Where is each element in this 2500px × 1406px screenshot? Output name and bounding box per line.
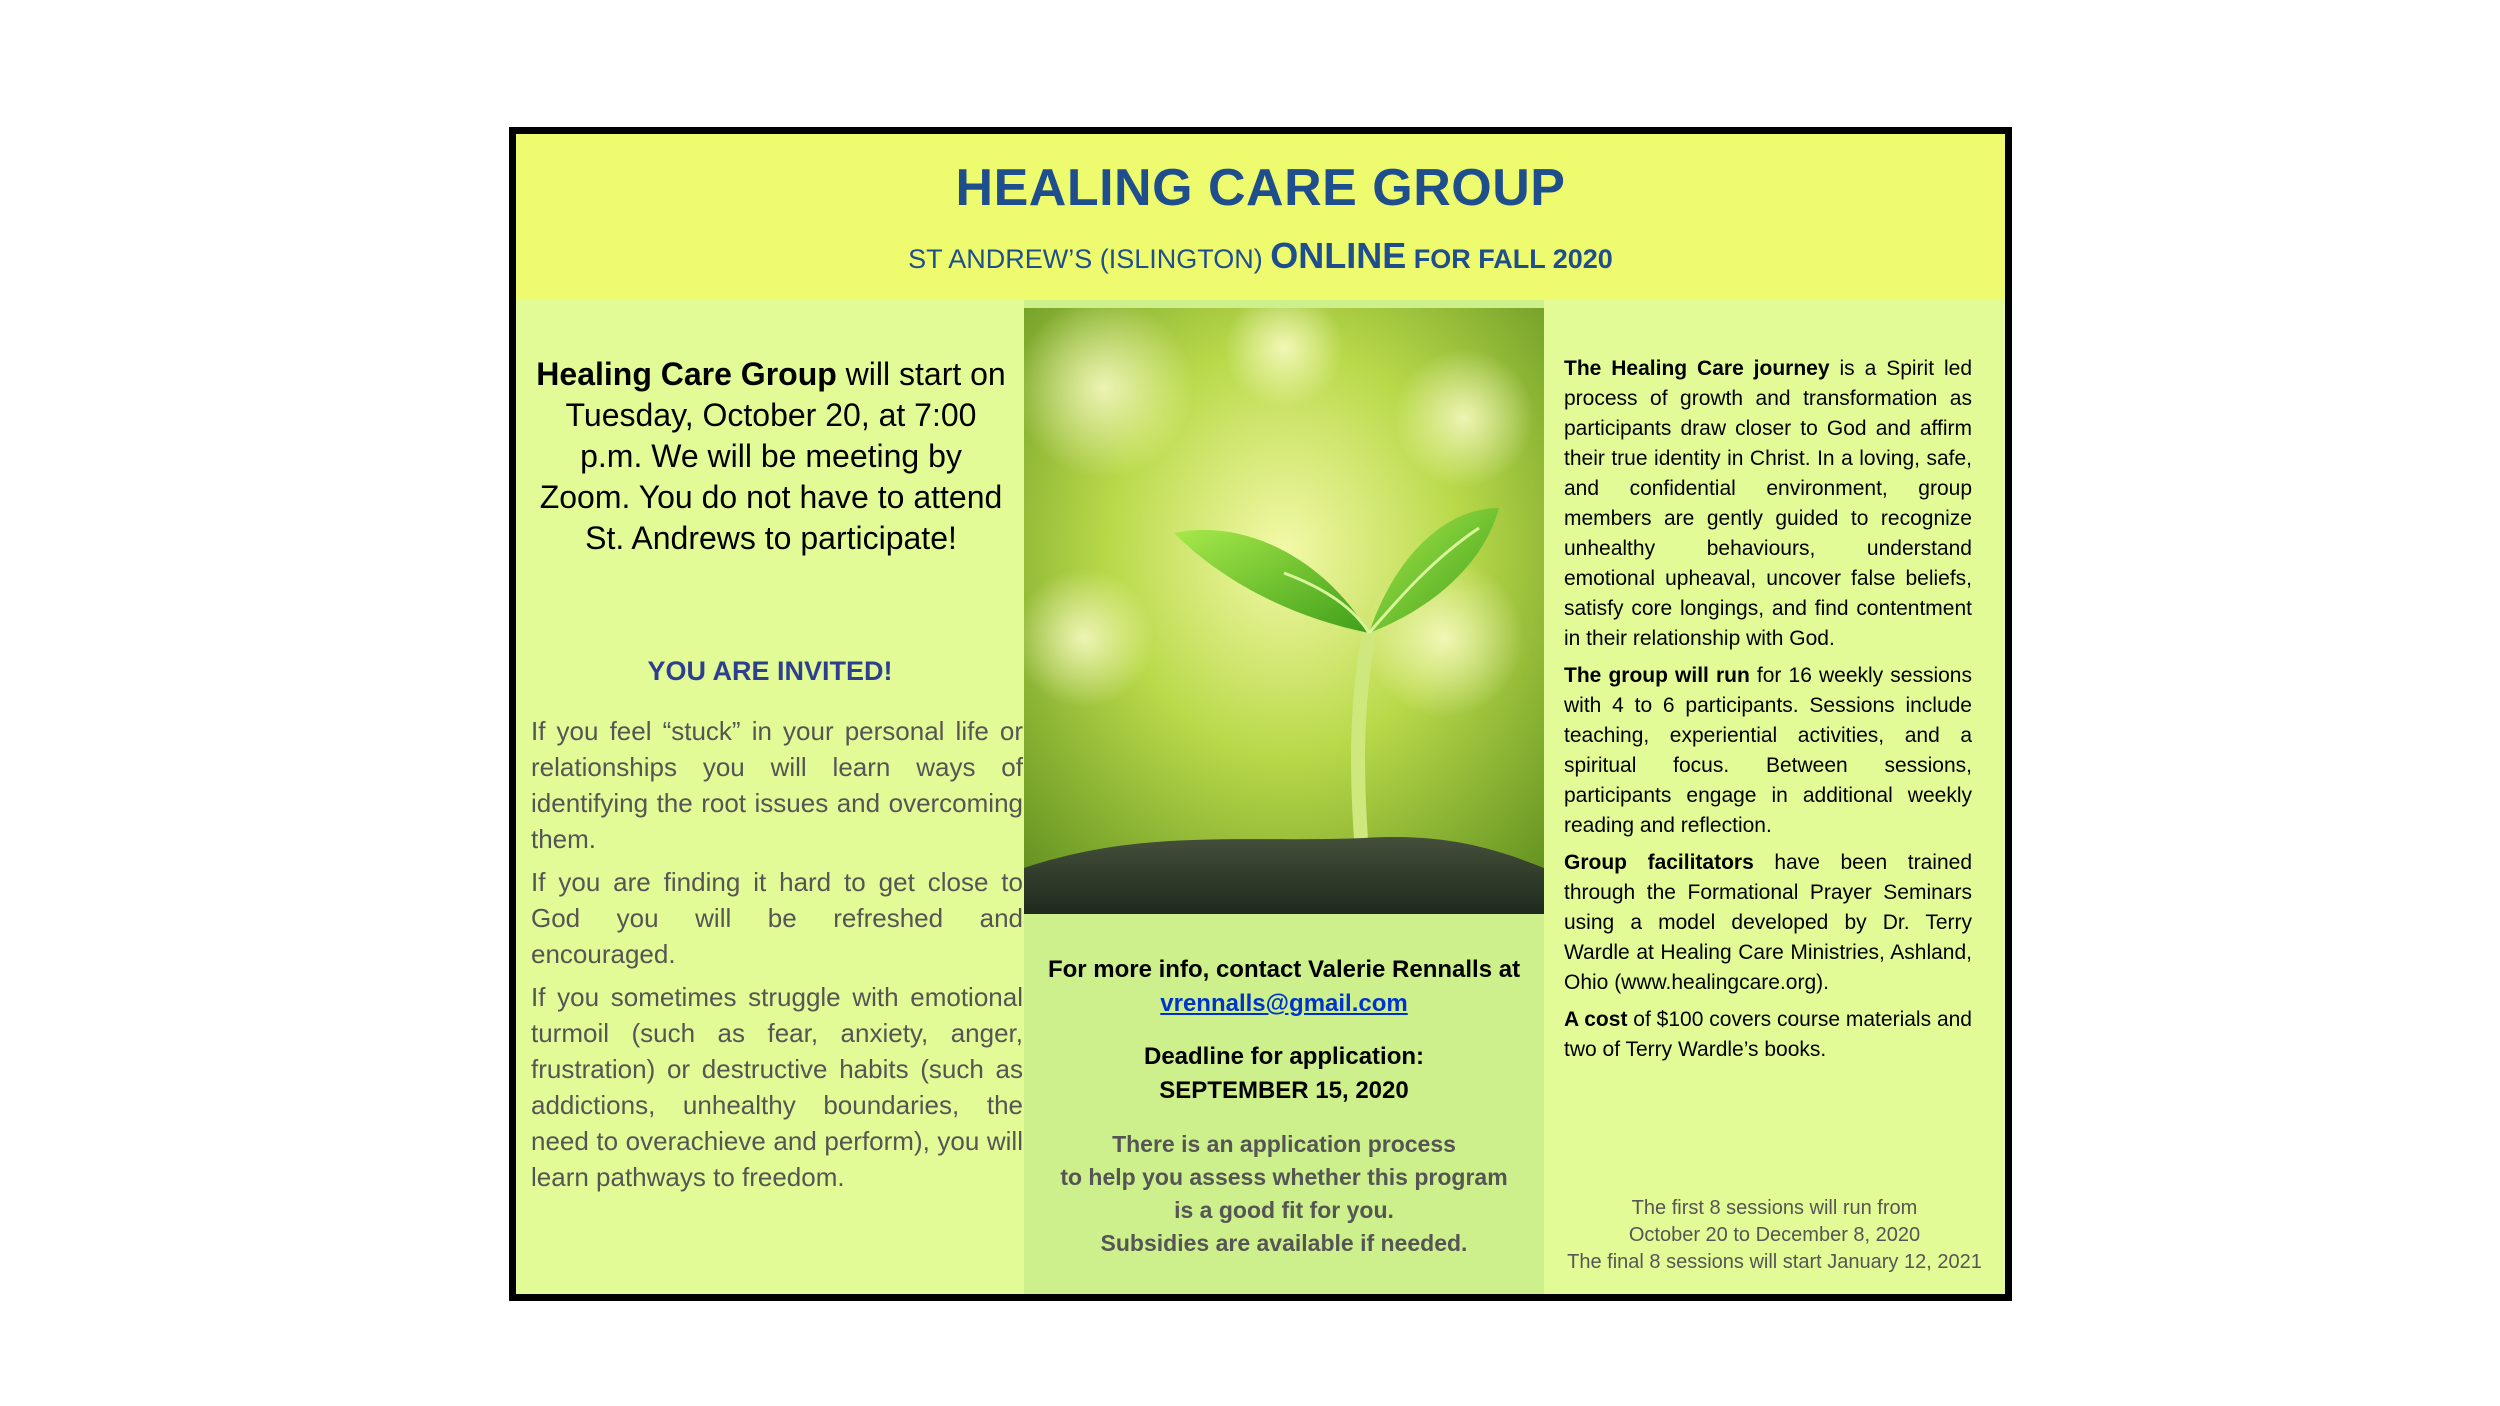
paragraph-stuck: If you feel “stuck” in your personal life or relationships you will learn ways of identifying the root issues and overcoming them. — [531, 716, 1023, 854]
subtitle-season: FOR FALL 2020 — [1406, 244, 1613, 274]
session-line: October 20 to December 8, 2020 — [1628, 1224, 1921, 1246]
deadline-label: Deadline for application: — [1143, 1043, 1425, 1070]
cost-text: of $100 covers course materials and two of Terry Wardle’s books. — [1564, 1008, 1972, 1061]
contact-line: For more info, contact Valerie Rennalls at — [1047, 956, 1521, 983]
schedule-paragraph — [1564, 661, 1972, 841]
facilitators-text: have been trained through the Formational Prayer Seminars using a model developed by Dr. Terry Wardle at Healing Care Ministries, Ashland, Ohio (www.healingcare.org). — [1564, 851, 1972, 994]
intro-text — [536, 354, 1006, 559]
email-link[interactable]: vrennalls@gmail.com — [1160, 990, 1408, 1017]
paragraph-close-to-god: If you are finding it hard to get close to God you will be refreshed and encouraged. — [531, 867, 1023, 969]
facilitators-paragraph — [1564, 848, 1972, 998]
session-line: The first 8 sessions will run from — [1631, 1197, 1918, 1219]
flyer-title: HEALING CARE GROUP — [955, 159, 1566, 217]
subtitle-location: ST ANDREW’S (ISLINGTON) — [908, 244, 1271, 274]
right-column — [1544, 300, 2005, 1294]
schedule-text: for 16 weekly sessions with 4 to 6 participants. Sessions include teaching, experiential activities, and a spiritual focus. Between sessions, participants engage in additional weekly reading and reflection. — [1564, 664, 1972, 837]
middle-column — [1024, 300, 1544, 1294]
process-line: is a good fit for you. — [1174, 1197, 1394, 1223]
left-column — [516, 300, 1024, 1294]
sprout-image — [1024, 308, 1544, 914]
journey-bold: The Healing Care journey — [1564, 357, 1830, 380]
schedule-bold: The group will run — [1564, 664, 1750, 687]
application-process — [1024, 1128, 1544, 1260]
flyer-subtitle — [516, 235, 2005, 277]
process-line: to help you assess whether this program — [1060, 1164, 1508, 1190]
deadline-date: SEPTEMBER 15, 2020 — [1159, 1077, 1409, 1104]
session-line: The final 8 sessions will start January 12, 2021 — [1567, 1251, 1982, 1273]
paragraph-struggle: If you sometimes struggle with emotional turmoil (such as fear, anxiety, anger, frustration) or destructive habits (such as addictions, unhealthy boundaries, the need to overachieve and perform), you will learn pathways to freedom. — [531, 982, 1023, 1192]
invitation-paragraphs — [531, 713, 1023, 1202]
flyer-header — [516, 134, 2005, 300]
facilitators-bold: Group facilitators — [1564, 851, 1754, 874]
deadline — [1024, 1040, 1544, 1108]
session-dates — [1544, 1195, 2005, 1276]
intro-bold: Healing Care Group — [536, 356, 837, 392]
contact-info — [1024, 952, 1544, 1260]
process-line: There is an application process — [1112, 1131, 1456, 1157]
cost-bold: A cost — [1564, 1008, 1628, 1031]
flyer — [509, 127, 2012, 1301]
journey-paragraph — [1564, 354, 1972, 654]
program-details — [1564, 354, 1972, 1072]
cost-paragraph — [1564, 1005, 1972, 1065]
intro-rest: will start on Tuesday, October 20, at 7:00 p.m. We will be meeting by Zoom. You do not have to attend St. Andrews to participate! — [539, 356, 1006, 556]
invited-heading: YOU ARE INVITED! — [647, 656, 893, 686]
journey-text: is a Spirit led process of growth and transformation as participants draw closer to God and affirm their true identity in Christ. In a loving, safe, and confidential environment, group members are gently guided to recognize unhealthy behaviours, understand emotional upheaval, uncover false beliefs, satisfy core longings, and find contentment in their relationship with God. — [1564, 357, 1972, 650]
subtitle-online: ONLINE — [1270, 235, 1407, 276]
process-line: Subsidies are available if needed. — [1100, 1230, 1468, 1256]
